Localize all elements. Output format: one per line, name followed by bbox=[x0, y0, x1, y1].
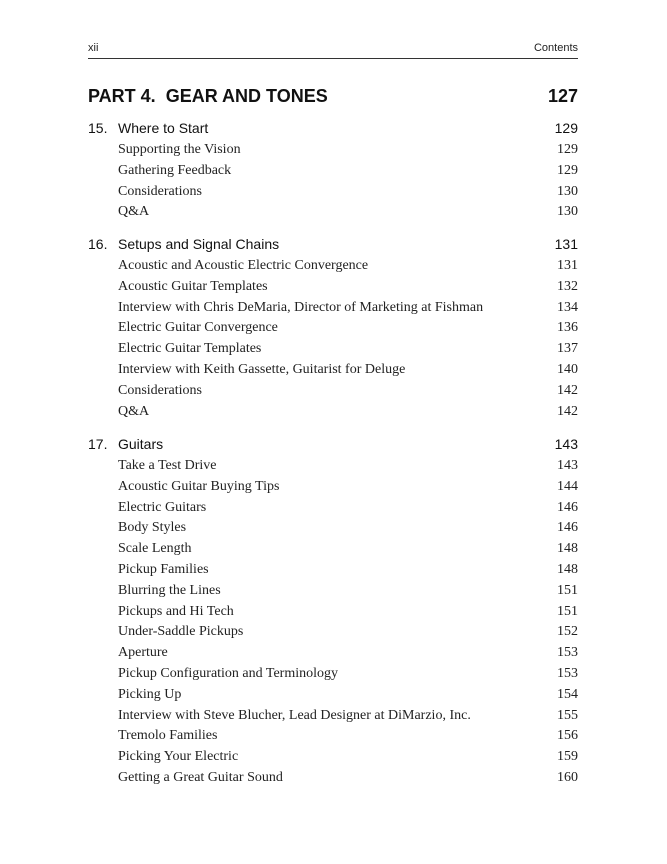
entry-title: Aperture bbox=[118, 645, 168, 661]
toc-entry bbox=[88, 341, 578, 362]
toc-entry bbox=[88, 624, 578, 645]
toc-entry bbox=[88, 770, 578, 791]
toc-entry bbox=[88, 583, 578, 604]
chapter-17 bbox=[88, 436, 578, 791]
entry-title: Take a Test Drive bbox=[118, 458, 217, 473]
entry-page: 155 bbox=[557, 707, 578, 723]
entry-title: Scale Length bbox=[118, 541, 192, 557]
entry-page: 142 bbox=[557, 382, 578, 398]
entry-title: Pickup Configuration and Terminology bbox=[118, 665, 339, 681]
chapter-15 bbox=[88, 120, 578, 225]
entry-title: Blurring the Lines bbox=[118, 582, 221, 598]
part-label: PART 4. bbox=[88, 86, 156, 106]
toc-entry bbox=[88, 479, 578, 500]
entry-page: 146 bbox=[557, 520, 578, 536]
entry-title: Interview with Keith Gassette, Guitarist for Deluge bbox=[118, 361, 406, 377]
entry-page: 156 bbox=[557, 728, 578, 744]
part-title: GEAR AND TONES bbox=[165, 86, 328, 106]
running-head-section: Contents bbox=[533, 42, 578, 54]
entry-page: 160 bbox=[557, 769, 578, 785]
chapter-number: 17. bbox=[88, 436, 108, 452]
entry-page: 131 bbox=[557, 258, 578, 273]
toc-entry bbox=[88, 300, 578, 321]
toc-entry bbox=[88, 279, 578, 300]
entry-title: Under-Saddle Pickups bbox=[118, 624, 244, 640]
chapter-title: Setups and Signal Chains bbox=[118, 236, 280, 252]
entry-page: 153 bbox=[557, 645, 578, 661]
entry-page: 136 bbox=[557, 320, 578, 336]
toc-entry bbox=[88, 458, 578, 479]
chapter-number: 16. bbox=[88, 236, 108, 252]
toc-entry bbox=[88, 562, 578, 583]
entry-page: 148 bbox=[557, 561, 578, 577]
chapter-title: Where to Start bbox=[118, 120, 209, 136]
toc-entry bbox=[88, 728, 578, 749]
entry-page: 153 bbox=[557, 665, 578, 681]
entry-title: Interview with Chris DeMaria, Director of Marketing at Fishman bbox=[118, 299, 484, 315]
entry-page: 132 bbox=[557, 278, 578, 294]
entry-title: Picking Your Electric bbox=[118, 749, 239, 765]
toc-entry bbox=[88, 708, 578, 729]
toc-entry bbox=[88, 404, 578, 425]
entry-title: Electric Guitars bbox=[118, 499, 207, 515]
toc-entry bbox=[88, 541, 578, 562]
toc-entry bbox=[88, 204, 578, 225]
toc-entry bbox=[88, 604, 578, 625]
chapter-number: 15. bbox=[88, 120, 108, 136]
entry-page: 130 bbox=[557, 183, 578, 199]
entry-title: Acoustic Guitar Templates bbox=[118, 278, 268, 294]
toc-entry bbox=[88, 500, 578, 521]
entry-title: Body Styles bbox=[118, 520, 187, 536]
chapter-page: 131 bbox=[554, 236, 578, 252]
toc-entry bbox=[88, 184, 578, 205]
entry-page: 151 bbox=[557, 603, 578, 619]
toc-entry bbox=[88, 163, 578, 184]
entry-page: 148 bbox=[557, 541, 578, 557]
entry-title: Gathering Feedback bbox=[118, 162, 232, 178]
entry-title: Pickups and Hi Tech bbox=[118, 603, 234, 619]
chapter-heading bbox=[88, 236, 578, 258]
entry-title: Q&A bbox=[118, 403, 150, 419]
entry-title: Acoustic Guitar Buying Tips bbox=[118, 478, 280, 494]
toc-entry bbox=[88, 142, 578, 163]
entry-page: 152 bbox=[557, 624, 578, 640]
entry-page: 144 bbox=[557, 478, 578, 494]
toc-entry bbox=[88, 687, 578, 708]
toc-entry bbox=[88, 645, 578, 666]
entry-title: Electric Guitar Templates bbox=[118, 341, 262, 357]
entry-title: Getting a Great Guitar Sound bbox=[118, 769, 283, 785]
entry-page: 154 bbox=[557, 686, 578, 702]
entry-page: 159 bbox=[557, 749, 578, 765]
chapter-16 bbox=[88, 236, 578, 424]
toc-entry bbox=[88, 666, 578, 687]
entry-title: Considerations bbox=[118, 183, 202, 199]
entry-title: Acoustic and Acoustic Electric Convergence bbox=[118, 258, 369, 273]
chapter-heading bbox=[88, 436, 578, 458]
entry-page: 140 bbox=[557, 361, 578, 377]
entry-page: 129 bbox=[557, 142, 578, 157]
part-page: 127 bbox=[547, 86, 578, 106]
entry-title: Q&A bbox=[118, 204, 150, 220]
toc-entry bbox=[88, 520, 578, 541]
toc-entry bbox=[88, 383, 578, 404]
toc-entry bbox=[88, 749, 578, 770]
entry-title: Pickup Families bbox=[118, 561, 209, 577]
page-number: xii bbox=[88, 42, 99, 54]
entry-title: Supporting the Vision bbox=[118, 142, 241, 157]
entry-page: 146 bbox=[557, 499, 578, 515]
entry-page: 142 bbox=[557, 403, 578, 419]
entry-page: 130 bbox=[557, 204, 578, 220]
toc-entry bbox=[88, 258, 578, 279]
chapter-page: 143 bbox=[554, 436, 578, 452]
entry-page: 137 bbox=[557, 341, 578, 357]
entry-title: Picking Up bbox=[118, 686, 182, 702]
entry-page: 129 bbox=[557, 162, 578, 178]
entry-title: Electric Guitar Convergence bbox=[118, 320, 278, 336]
entry-title: Considerations bbox=[118, 382, 202, 398]
running-head bbox=[88, 42, 578, 59]
toc-entry bbox=[88, 362, 578, 383]
toc-entry bbox=[88, 320, 578, 341]
chapter-title: Guitars bbox=[118, 436, 164, 452]
chapter-page: 129 bbox=[554, 120, 578, 136]
entry-page: 134 bbox=[557, 299, 578, 315]
part-heading bbox=[88, 86, 578, 107]
entry-title: Tremolo Families bbox=[118, 728, 218, 744]
entry-page: 151 bbox=[557, 582, 578, 598]
entry-title: Interview with Steve Blucher, Lead Designer at DiMarzio, Inc. bbox=[118, 707, 471, 723]
chapter-heading bbox=[88, 120, 578, 142]
entry-page: 143 bbox=[557, 458, 578, 473]
